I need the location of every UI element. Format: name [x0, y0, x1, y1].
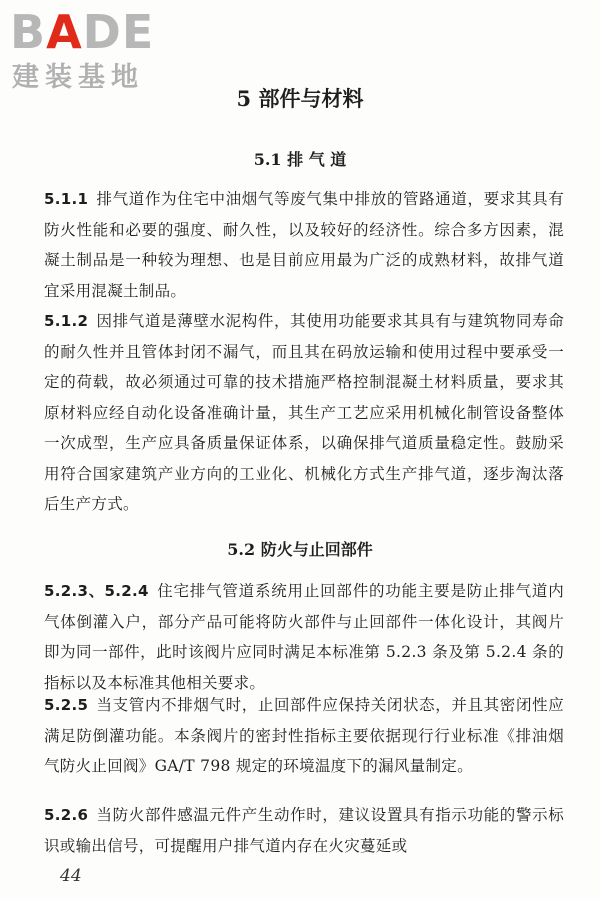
clause-text: 当支管内不排烟气时，止回部件应保持关闭状态，并且其密闭性应满足防倒灌功能。本条阀片的密封性指标主要依据现行行业标准《排油烟气防火止回阀》GA/T 798 规定的环境温度下的漏风量制定。 — [44, 696, 564, 775]
clause-5-1-1 — [44, 184, 564, 306]
section-title-5-1: 5.1 排 气 道 — [253, 150, 347, 169]
clause-5-2-5 — [44, 690, 564, 782]
clause-text: 排气道作为住宅中油烟气等废气集中排放的管路通道，要求其具有防火性能和必要的强度、耐久性，以及较好的经济性。综合多方因素，混凝土制品是一种较为理想、也是目前应用最为广泛的成熟材料，故排气道宜采用混凝土制品。 — [44, 190, 564, 300]
logo-subtitle: 建装基地 — [12, 62, 144, 93]
clause-number: 5.2.5 — [44, 696, 89, 714]
clause-number: 5.2.3、5.2.4 — [44, 582, 149, 600]
clause-text: 因排气道是薄壁水泥构件，其使用功能要求其具有与建筑物同寿命的耐久性并且管体封闭不漏气，而且其在码放运输和使用过程中要承受一定的荷载，故必须通过可靠的技术措施严格控制混凝土材料质量，要求其原材料应经自动化设备准确计量，其生产工艺应采用机械化制管设备整体一次成型，生产应具备质量保证体系，以确保排气道质量稳定性。鼓励采用符合国家建筑产业方向的工业化、机械化方式生产排气道，逐步淘汰落后生产方式。 — [44, 312, 564, 513]
clause-number: 5.1.2 — [44, 312, 89, 330]
logo-wordmark: BADE — [10, 5, 155, 59]
clause-number: 5.1.1 — [44, 190, 89, 208]
section-title-5-2: 5.2 防火与止回部件 — [227, 540, 373, 559]
clause-text: 住宅排气管道系统用止回部件的功能主要是防止排气道内气体倒灌入户，部分产品可能将防火部件与止回部件一体化设计，其阀片即为同一部件，此时该阀片应同时满足本标准第 5.2.3 条及第 5.2.4 条的指标以及本标准其他相关要求。 — [44, 582, 564, 692]
page-number: 44 — [60, 866, 82, 886]
clause-5-2-3-5-2-4 — [44, 576, 564, 698]
clause-number: 5.2.6 — [44, 806, 89, 824]
clause-5-2-6 — [44, 800, 564, 861]
clause-text: 当防火部件感温元件产生动作时，建议设置具有指示功能的警示标识或输出信号，可提醒用户排气道内存在火灾蔓延或 — [44, 806, 564, 855]
clause-5-1-2 — [44, 306, 564, 520]
chapter-title: 5 部件与材料 — [236, 86, 364, 111]
